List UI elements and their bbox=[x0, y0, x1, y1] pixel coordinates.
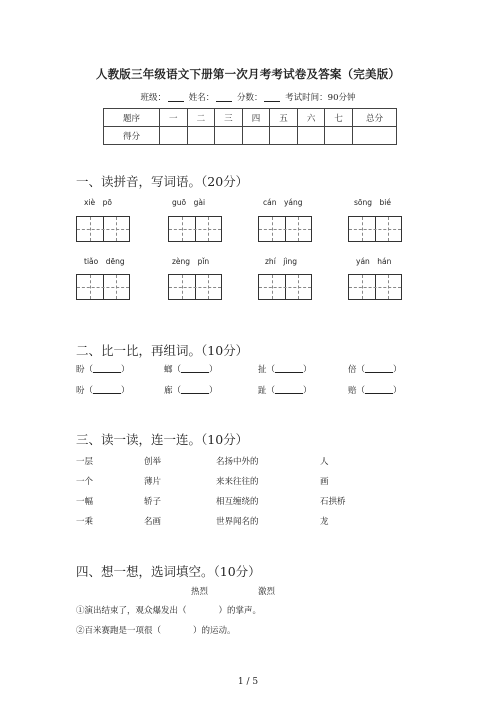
section4-heading: 四、想一想，选词填空。（10分） bbox=[76, 564, 261, 579]
writing-grid[interactable] bbox=[168, 274, 222, 300]
score-table-cell: 题序 bbox=[104, 109, 160, 127]
compare-item: 赔（ ） bbox=[348, 386, 402, 396]
fill-question-1: ①演出结束了，观众爆发出（ ）的掌声。 bbox=[76, 606, 262, 616]
match-word[interactable]: 一幅 bbox=[76, 497, 94, 507]
score-label: 分数： bbox=[236, 93, 263, 103]
fill-question-2: ②百米赛跑是一项很（ ）的运动。 bbox=[76, 626, 236, 636]
name-blank[interactable] bbox=[216, 92, 232, 102]
match-word[interactable]: 来来往往的 bbox=[216, 477, 259, 487]
match-word[interactable]: 相互缠绕的 bbox=[216, 497, 259, 507]
match-word[interactable]: 名扬中外的 bbox=[216, 457, 259, 467]
compare-item: 螂（ ） bbox=[164, 365, 218, 375]
match-word[interactable]: 一层 bbox=[76, 457, 94, 467]
score-input-cell[interactable] bbox=[270, 127, 298, 145]
writing-grid[interactable] bbox=[258, 274, 312, 300]
match-word[interactable]: 一个 bbox=[76, 477, 94, 487]
compare-item: 廊（ ） bbox=[164, 386, 218, 396]
name-label: 姓名： bbox=[188, 93, 215, 103]
match-word[interactable]: 薄片 bbox=[144, 477, 162, 487]
score-table-score-row bbox=[104, 127, 397, 145]
page-number: 1 / 5 bbox=[237, 677, 259, 687]
answer-blank[interactable] bbox=[93, 364, 121, 373]
match-word[interactable]: 创举 bbox=[144, 457, 162, 467]
writing-grid[interactable] bbox=[76, 274, 130, 300]
score-row-label: 得分 bbox=[104, 127, 160, 145]
match-word[interactable]: 一乘 bbox=[76, 517, 94, 527]
score-blank[interactable] bbox=[264, 92, 280, 102]
answer-blank[interactable] bbox=[365, 385, 393, 394]
compare-item: 盼（ ） bbox=[76, 365, 130, 375]
match-word[interactable]: 人 bbox=[320, 457, 329, 467]
score-table-cell: 二 bbox=[187, 109, 215, 127]
answer-blank[interactable] bbox=[181, 364, 209, 373]
section3-heading: 三、读一读，连一连。（10分） bbox=[76, 432, 249, 447]
score-input-cell[interactable] bbox=[297, 127, 325, 145]
word-option: 热烈 bbox=[191, 587, 209, 597]
class-label: 班级： bbox=[140, 93, 167, 103]
score-table-cell: 六 bbox=[297, 109, 325, 127]
score-table-cell: 总分 bbox=[353, 109, 397, 127]
word-option: 激烈 bbox=[258, 587, 276, 597]
score-table-cell: 三 bbox=[215, 109, 243, 127]
match-word[interactable]: 名画 bbox=[144, 517, 162, 527]
pinyin-label: zèng pǐn bbox=[172, 257, 210, 266]
compare-item: 吩（ ） bbox=[76, 386, 130, 396]
exam-title: 人教版三年级语文下册第一次月考考试卷及答案（完美版） bbox=[95, 67, 401, 81]
writing-grid[interactable] bbox=[348, 274, 402, 300]
pinyin-label: zhí jìng bbox=[265, 257, 297, 266]
writing-grid[interactable] bbox=[258, 216, 312, 242]
compare-item: 扯（ ） bbox=[258, 365, 312, 375]
score-input-cell[interactable] bbox=[160, 127, 188, 145]
time-label: 考试时间：90分钟 bbox=[285, 93, 356, 103]
section2-heading: 二、比一比，再组词。（10分） bbox=[76, 343, 249, 358]
writing-grid[interactable] bbox=[348, 216, 402, 242]
match-word[interactable]: 龙 bbox=[320, 517, 329, 527]
score-table-cell: 四 bbox=[242, 109, 270, 127]
match-word[interactable]: 轿子 bbox=[144, 497, 162, 507]
pinyin-label: cán yáng bbox=[263, 198, 303, 207]
score-table-cell: 一 bbox=[160, 109, 188, 127]
score-input-cell[interactable] bbox=[187, 127, 215, 145]
score-input-cell[interactable] bbox=[325, 127, 353, 145]
score-input-cell[interactable] bbox=[215, 127, 243, 145]
score-table bbox=[103, 108, 397, 145]
pinyin-label: yán hán bbox=[356, 257, 392, 266]
answer-blank[interactable] bbox=[365, 364, 393, 373]
student-info-line bbox=[0, 91, 496, 103]
score-table-cell: 五 bbox=[270, 109, 298, 127]
pinyin-label: sōng bié bbox=[354, 198, 391, 207]
match-word[interactable]: 石拱桥 bbox=[320, 497, 346, 507]
score-table-header-row bbox=[104, 109, 397, 127]
score-table-cell: 七 bbox=[325, 109, 353, 127]
pinyin-label: guō gài bbox=[172, 198, 206, 207]
score-input-cell[interactable] bbox=[242, 127, 270, 145]
writing-grid[interactable] bbox=[76, 216, 130, 242]
writing-grid[interactable] bbox=[168, 216, 222, 242]
class-blank[interactable] bbox=[168, 92, 184, 102]
answer-blank[interactable] bbox=[275, 385, 303, 394]
compare-item: 倍（ ） bbox=[348, 365, 402, 375]
match-word[interactable]: 画 bbox=[320, 477, 329, 487]
section1-heading: 一、读拼音，写词语。（20分） bbox=[76, 174, 249, 189]
score-input-cell[interactable] bbox=[353, 127, 397, 145]
answer-blank[interactable] bbox=[93, 385, 121, 394]
match-word[interactable]: 世界闻名的 bbox=[216, 517, 259, 527]
answer-blank[interactable] bbox=[275, 364, 303, 373]
pinyin-label: tiǎo dēng bbox=[84, 257, 125, 266]
pinyin-label: xiè pō bbox=[84, 198, 112, 207]
compare-item: 趾（ ） bbox=[258, 386, 312, 396]
answer-blank[interactable] bbox=[181, 385, 209, 394]
